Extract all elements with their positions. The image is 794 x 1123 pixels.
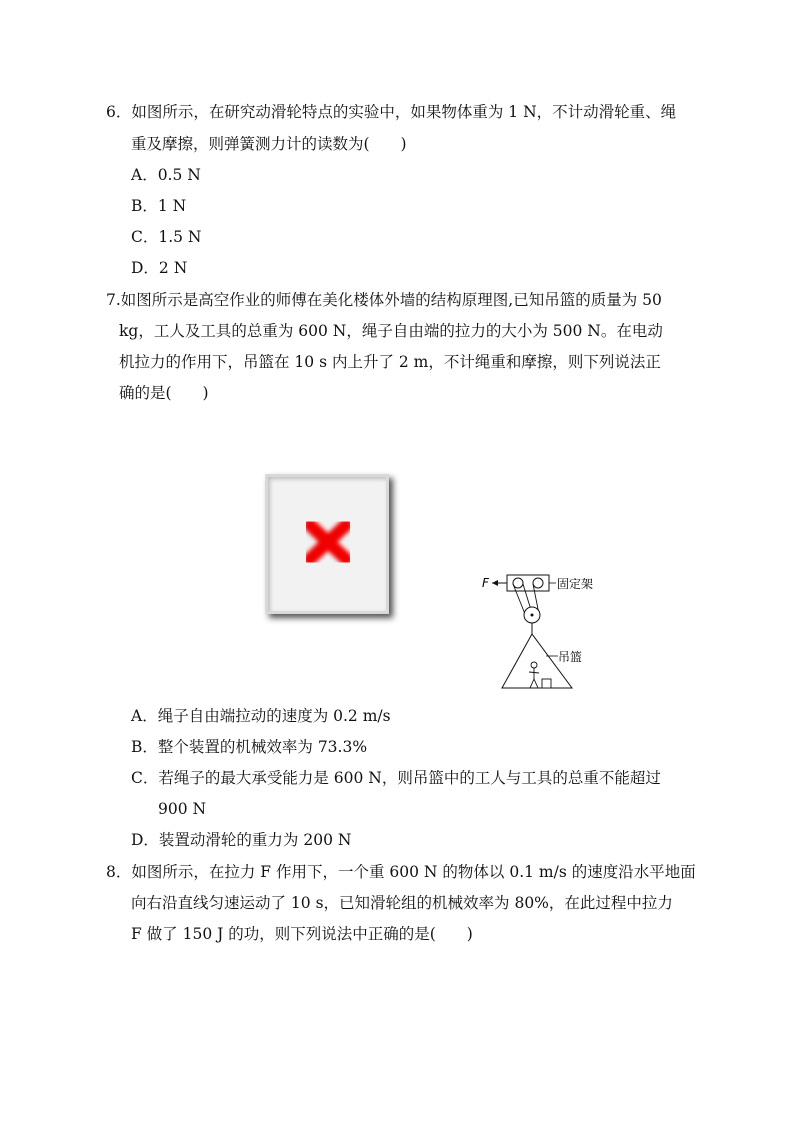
basket-label: 吊篮 [558, 650, 583, 664]
q7-option-c-line1: C．若绳子的最大承受能力是 600 N，则吊篮中的工人与工具的总重不能超过 [131, 769, 661, 787]
q6-stem-line1: 6．如图所示，在研究动滑轮特点的实验中，如果物体重为 1 N，不计动滑轮重、绳 [106, 103, 677, 121]
force-label: F [482, 576, 489, 590]
q8-stem-line1: 8．如图所示，在拉力 F 作用下，一个重 600 N 的物体以 0.1 m/s 的速度沿水平地面 [106, 863, 696, 881]
q7-option-a: A．绳子自由端拉动的速度为 0.2 m/s [131, 707, 391, 725]
broken-image-icon [268, 477, 386, 611]
q7-stem-line2: kg，工人及工具的总重为 600 N，绳子自由端的拉力的大小为 500 N。在电动 [119, 322, 663, 340]
fixed-pulley-right [533, 578, 543, 588]
q7-stem-line4: 确的是( ) [119, 384, 209, 402]
force-arrowhead [492, 580, 498, 586]
pulley-basket-diagram [476, 570, 616, 696]
q7-option-b: B．整个装置的机械效率为 73.3% [131, 738, 368, 756]
q8-stem-line3: F 做了 150 J 的功，则下列说法中正确的是( ) [131, 925, 473, 943]
frame-label: 固定架 [557, 577, 594, 591]
q6-stem-line2: 重及摩擦，则弹簧测力计的读数为( ) [131, 135, 407, 153]
q7-option-d: D．装置动滑轮的重力为 200 N [131, 831, 352, 849]
movable-pulley-axle [531, 614, 534, 617]
q6-option-d: D．2 N [131, 259, 188, 277]
q7-option-c-line2: 900 N [158, 800, 207, 818]
broken-image-placeholder [265, 474, 389, 614]
q6-option-b: B．1 N [131, 197, 187, 215]
q6-option-a: A．0.5 N [131, 166, 201, 184]
fixed-pulley-left [513, 578, 523, 588]
worker-head [531, 662, 537, 668]
q6-option-c: C．1.5 N [131, 228, 202, 246]
q7-stem-line3: 机拉力的作用下，吊篮在 10 s 内上升了 2 m，不计绳重和摩擦，则下列说法正 [119, 353, 661, 371]
tool-box [542, 679, 551, 688]
q7-stem-line1: 7.如图所示是高空作业的师傅在美化楼体外墙的结构原理图,已知吊篮的质量为 50 [106, 291, 662, 309]
q8-stem-line2: 向右沿直线匀速运动了 10 s，已知滑轮组的机械效率为 80%，在此过程中拉力 [131, 894, 673, 912]
